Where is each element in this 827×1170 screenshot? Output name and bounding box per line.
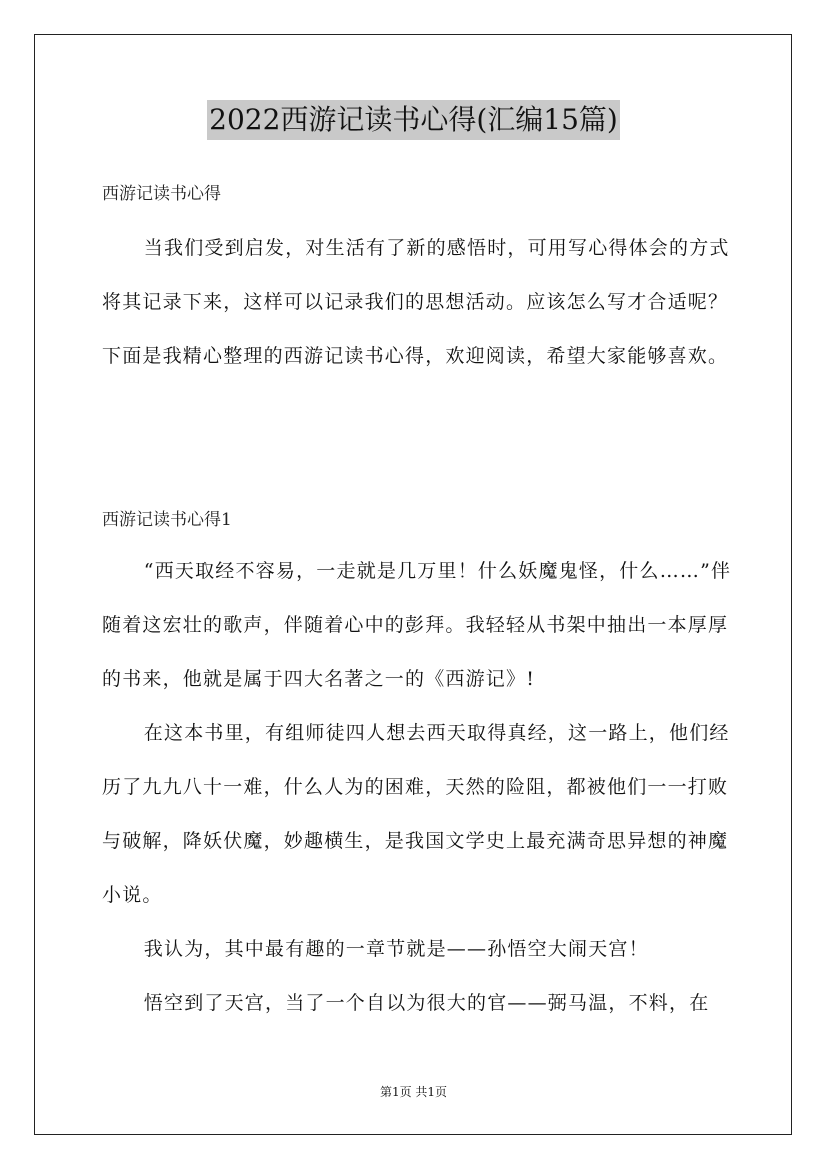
page-footer: 第1页 共1页 [379,1085,448,1099]
section1-paragraph-4: 悟空到了天宫，当了一个自以为很大的官——弼马温，不料，在 [143,992,710,1014]
intro-paragraph: 当我们受到启发，对生活有了新的感悟时，可用写心得体会的方式将其记录下来，这样可以记录我们的思想活动。应该怎么写才合适呢？下面是我精心整理的西游记读书心得，欢迎阅读，希望大家能够喜欢。 [102,237,730,367]
intro-paragraph-block [102,221,742,383]
section1-paragraph-2: 在这本书里，有组师徒四人想去西天取得真经，这一路上，他们经历了九九八十一难，什么人为的困难，天然的险阻，都被他们一一打败与破解，降妖伏魔，妙趣横生，是我国文学史上最充满奇思异想的神魔小说。 [102,722,730,906]
title-container [0,100,827,140]
intro-heading: 西游记读书心得 [102,184,221,204]
section1-body [102,544,742,1030]
section1-paragraph-3: 我认为，其中最有趣的一章节就是——孙悟空大闹天宫！ [143,938,649,960]
section1-heading: 西游记读书心得1 [102,510,232,530]
section1-paragraph-1: “西天取经不容易，一走就是几万里！什么妖魔鬼怪，什么……”伴随着这宏壮的歌声，伴随着心中的彭拜。我轻轻从书架中抽出一本厚厚的书来，他就是属于四大名著之一的《西游记》! [102,560,732,690]
document-title: 2022西游记读书心得(汇编15篇) [207,100,620,140]
